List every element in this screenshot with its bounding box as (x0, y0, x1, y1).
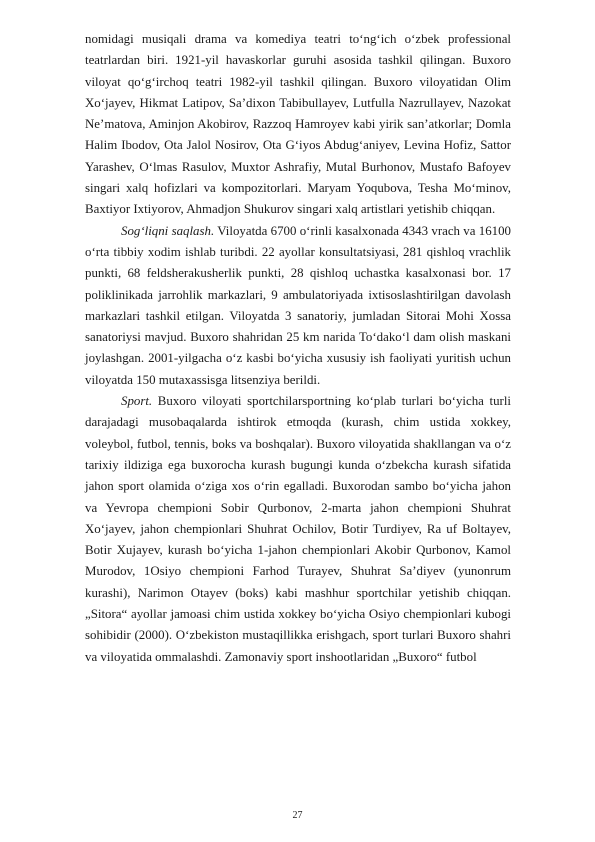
paragraph-text: nomidagi musiqali drama va komediya teatri to‘ng‘ich o‘zbek professional teatrlardan biri. 1921-yil havaskorlar guruhi asosida tashkil qilingan. Buxoro viloyat qo‘g‘irchoq teatri 1982-yil tashkil qilingan. Buxoro viloyatidan Olim Xo‘jayev, Hikmat Latipov, Sa’dixon Tabibullayev, Lutfulla Nazrullayev, Nazokat Ne’matova, Aminjon Akobirov, Razzoq Hamroyev kabi yirik san’atkorlar; Domla Halim Ibodov, Ota Jalol Nosirov, Ota G‘iyos Abdug‘aniyev, Levina Hofiz, Sattor Yarashev, O‘lmas Rasulov, Muxtor Ashrafiy, Mutal Burhonov, Mustafo Bafoyev singari xalq hofizlari va kompozitorlari. Maryam Yoqubova, Tesha Mo‘minov, Baxtiyor Ixtiyorov, Ahmadjon Shukurov singari xalq artistlari yetishib chiqqan. (85, 32, 511, 217)
page-body (85, 29, 511, 668)
paragraph-theatre (85, 29, 511, 221)
paragraph-text: Buxoro viloyati sportchilarsportning ko‘plab turlari bo‘yicha turli darajadagi musobaqalarda ishtirok etmoqda (kurash, chim ustida xokkey, voleybol, futbol, tennis, boks va boshqalar). Buxoro viloyatida shakllangan va o‘z tarixiy ildiziga ega buxorocha kurash bugungi kunda o‘zbekcha kurash sifatida jahon sport olamida o‘ziga xos o‘rin egalladi. Buxorodan sambo bo‘yicha jahon va Yevropa chempioni Sobir Qurbonov, 2-marta jahon chempioni Shuhrat Xo‘jayev, jahon chempionlari Shuhrat Ochilov, Botir Turdiyev, Ra uf Boltayev, Botir Xujayev, kurash bo‘yicha 1-jahon chempionlari Akobir Qurbonov, Kamol Murodov, 1Osiyo chempioni Farhod Turayev, Shuhrat Sa’diyev (yunonrum kurashi), Narimon Otayev (boks) kabi mashhur sportchilar yetishib chiqqan. „Sitora“ ayollar jamoasi chim ustida xokkey bo‘yicha Osiyo chempionlari kubogi sohibidir (2000). O‘zbekiston mustaqillikka erishgach, sport turlari Buxoro shahri va viloyatida ommalashdi. Zamonaviy sport inshootlaridan „Buxoro“ futbol (85, 394, 511, 664)
section-lead-sport: Sport. (121, 394, 153, 409)
section-lead-health: Sog‘liqni saqlash. (121, 223, 215, 238)
paragraph-sport (85, 391, 511, 668)
paragraph-health (85, 221, 511, 391)
paragraph-text: Viloyatda 6700 o‘rinli kasalxonada 4343 vrach va 16100 o‘rta tibbiy xodim ishlab turibdi. 22 ayollar konsultatsiyasi, 281 qishloq vrachlik punkti, 68 feldsherakusherlik punkti, 28 qishloq uchastka kasalxonasi bor. 17 poliklinikada jarrohlik markazlari, 9 ambulatoriyada ixtisoslashtirilgan davolash markazlari tashkil etilgan. Viloyatda 3 sanatoriy, jumladan Sitorai Mohi Xossa sanatoriysi mavjud. Buxoro shahridan 25 km narida To‘dako‘l dam olish maskani joylashgan. 2001-yilgacha o‘z kasbi bo‘yicha xususiy ish faoliyati yuritish uchun viloyatda 150 mutaxassisga litsenziya berildi. (85, 223, 512, 387)
page-number: 27 (292, 810, 303, 821)
